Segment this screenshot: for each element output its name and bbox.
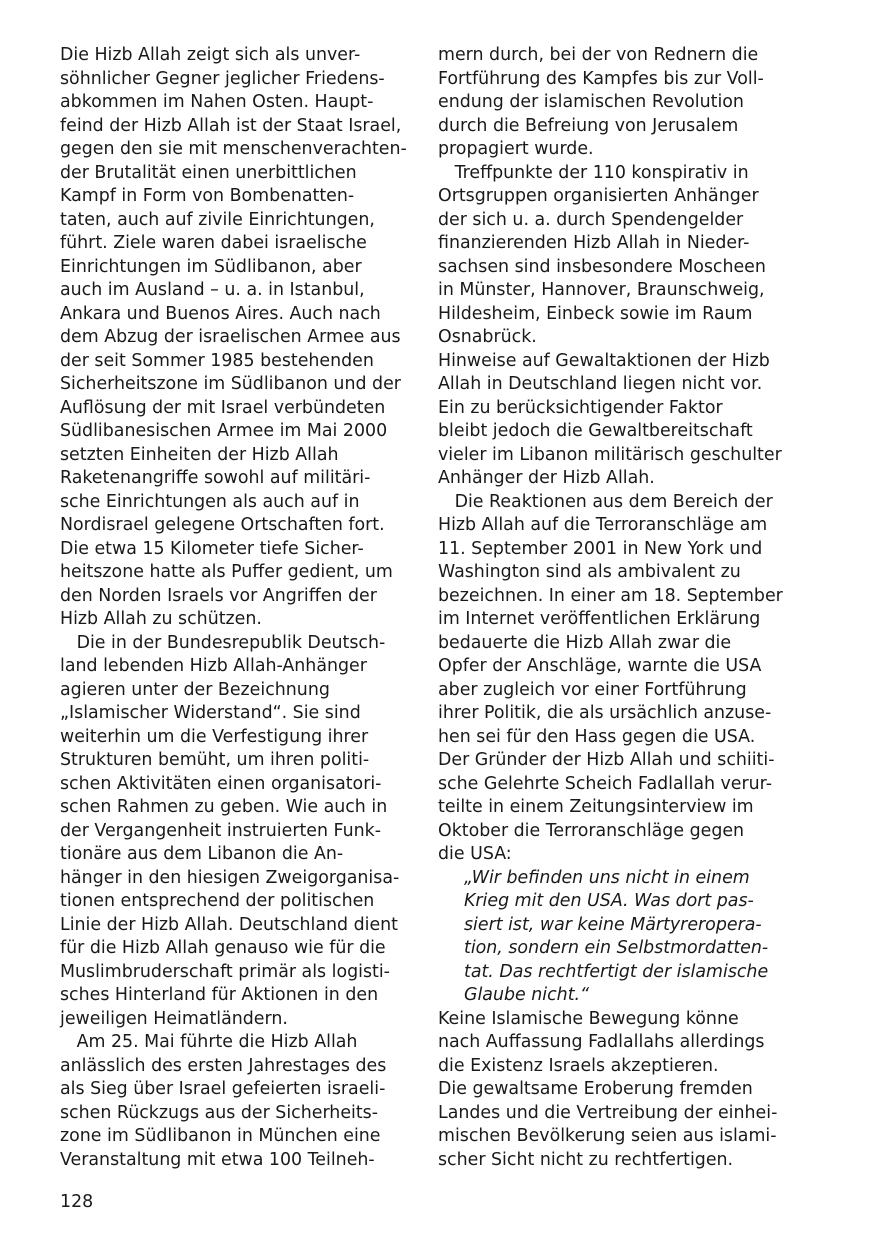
text-line: bleibt jedoch die Gewaltbereitschaft bbox=[438, 421, 753, 441]
text-line: Kampf in Form von Bombenatten- bbox=[60, 186, 355, 206]
text-line: ihrer Politik, die als ursächlich anzuse- bbox=[438, 703, 772, 723]
text-line: Landes und die Vertreibung der einhei- bbox=[438, 1102, 778, 1123]
text-line: Fortführung des Kampfes bis zur Voll- bbox=[438, 68, 764, 89]
text-line: für die Hizb Allah genauso wie für die bbox=[60, 938, 386, 958]
text-line: Hinweise auf Gewaltaktionen der Hizb bbox=[438, 350, 770, 371]
quote-line: siert ist, war keine Märtyreropera- bbox=[464, 914, 762, 935]
text-line: sche Gelehrte Scheich Fadlallah verur- bbox=[438, 773, 772, 794]
text-line: „Islamischer Widerstand“. Sie sind bbox=[60, 703, 361, 723]
text-line: Südlibanesischen Armee im Mai 2000 bbox=[60, 421, 388, 441]
text-line: Die Reaktionen aus dem Bereich der bbox=[438, 491, 773, 512]
text-line: sachsen sind insbesondere Moscheen bbox=[438, 256, 766, 277]
text-line: Linie der Hizb Allah. Deutschland dient bbox=[60, 914, 398, 935]
text-line: die USA: bbox=[438, 844, 512, 864]
text-line: anlässlich des ersten Jahrestages des bbox=[60, 1055, 387, 1076]
page-number: 128 bbox=[60, 1192, 94, 1212]
text-line: scher Sicht nicht zu rechtfertigen. bbox=[438, 1149, 734, 1170]
text-line: Muslimbruderschaft primär als logisti- bbox=[60, 961, 390, 982]
text-line: die Existenz Israels akzeptieren. bbox=[438, 1055, 719, 1076]
text-line: Hizb Allah auf die Terroranschläge am bbox=[438, 515, 768, 535]
text-line: schen Rahmen zu geben. Wie auch in bbox=[60, 797, 388, 817]
text-line: Washington sind als ambivalent zu bbox=[438, 562, 741, 582]
text-line: endung der islamischen Revolution bbox=[438, 92, 744, 112]
text-line: teilte in einem Zeitungsinterview im bbox=[438, 797, 754, 817]
text-line: Die etwa 15 Kilometer tiefe Sicher- bbox=[60, 538, 364, 559]
text-line: Oktober die Terroranschläge gegen bbox=[438, 820, 745, 841]
text-line: Nordisrael gelegene Ortschaften fort. bbox=[60, 515, 385, 535]
text-line: bezeichnen. In einer am 18. September bbox=[438, 585, 783, 606]
text-line: auch im Ausland – u. a. in Istanbul, bbox=[60, 280, 365, 300]
quote-line: Glaube nicht.“ bbox=[464, 985, 590, 1005]
text-line: Keine Islamische Bewegung könne bbox=[438, 1008, 739, 1029]
text-line: feind der Hizb Allah ist der Staat Israel, bbox=[60, 115, 402, 136]
text-line: Die Hizb Allah zeigt sich als unver- bbox=[60, 45, 361, 65]
text-line: Hizb Allah zu schützen. bbox=[60, 609, 262, 629]
text-line: Allah in Deutschland liegen nicht vor. bbox=[438, 374, 763, 394]
text-line: gegen den sie mit menschenverachten- bbox=[60, 139, 407, 159]
text-line: agieren unter der Bezeichnung bbox=[60, 679, 330, 700]
text-line: propagiert wurde. bbox=[438, 139, 594, 159]
text-line: Hildesheim, Einbeck sowie im Raum bbox=[438, 303, 753, 324]
text-line: Strukturen bemüht, um ihren politi- bbox=[60, 750, 370, 770]
text-line: der sich u. a. durch Spendengelder bbox=[438, 209, 744, 230]
text-line: Am 25. Mai führte die Hizb Allah bbox=[60, 1032, 358, 1052]
text-line: Raketenangriffe sowohl auf militäri- bbox=[60, 468, 371, 488]
text-line: 11. September 2001 in New York und bbox=[438, 538, 763, 559]
text-line: jeweiligen Heimatländern. bbox=[60, 1008, 288, 1029]
text-line: Anhänger der Hizb Allah. bbox=[438, 468, 655, 488]
quote-line: tat. Das rechtfertigt der islamische bbox=[464, 961, 769, 982]
text-line: sche Einrichtungen als auch auf in bbox=[60, 491, 360, 512]
text-line: zone im Südlibanon in München eine bbox=[60, 1126, 381, 1146]
text-line: Veranstaltung mit etwa 100 Teilneh- bbox=[60, 1149, 375, 1170]
text-line: söhnlicher Gegner jeglicher Friedens- bbox=[60, 68, 385, 89]
text-line: aber zugleich vor einer Fortführung bbox=[438, 679, 747, 700]
text-line: in Münster, Hannover, Braunschweig, bbox=[438, 280, 765, 300]
text-line: Auflösung der mit Israel verbündeten bbox=[60, 397, 386, 418]
left-text-column bbox=[60, 44, 412, 1172]
quote-line: „Wir befinden uns nicht in einem bbox=[464, 867, 750, 888]
text-line: Treffpunkte der 110 konspirativ in bbox=[438, 162, 749, 183]
text-line: der Vergangenheit instruierten Funk- bbox=[60, 820, 381, 841]
text-line: im Internet veröffentlichen Erklärung bbox=[438, 609, 761, 629]
text-line: der seit Sommer 1985 bestehenden bbox=[60, 350, 374, 371]
text-line: Opfer der Anschläge, warnte die USA bbox=[438, 656, 762, 676]
text-line: Einrichtungen im Südlibanon, aber bbox=[60, 256, 362, 277]
text-line: durch die Befreiung von Jerusalem bbox=[438, 115, 739, 136]
text-line: schen Rückzugs aus der Sicherheits- bbox=[60, 1102, 379, 1123]
text-line: Die in der Bundesrepublik Deutsch- bbox=[60, 632, 386, 653]
text-line: den Norden Israels vor Angriffen der bbox=[60, 585, 377, 606]
text-line: Ein zu berücksichtigender Faktor bbox=[438, 397, 723, 418]
text-line: Der Gründer der Hizb Allah und schiiti- bbox=[438, 750, 775, 770]
text-line: führt. Ziele waren dabei israelische bbox=[60, 233, 367, 253]
quote-block bbox=[438, 867, 790, 1008]
text-line: mern durch, bei der von Rednern die bbox=[438, 45, 759, 65]
text-line: taten, auch auf zivile Einrichtungen, bbox=[60, 209, 375, 230]
right-text-column bbox=[438, 44, 790, 1172]
text-line: Sicherheitszone im Südlibanon und der bbox=[60, 374, 401, 394]
text-line: hen sei für den Hass gegen die USA. bbox=[438, 726, 756, 747]
text-line: bedauerte die Hizb Allah zwar die bbox=[438, 632, 732, 653]
text-line: Die gewaltsame Eroberung fremden bbox=[438, 1079, 753, 1099]
text-line: schen Aktivitäten einen organisatori- bbox=[60, 773, 382, 794]
text-line: hänger in den hiesigen Zweigorganisa- bbox=[60, 867, 400, 888]
text-line: Ankara und Buenos Aires. Auch nach bbox=[60, 303, 381, 324]
text-line: tionäre aus dem Libanon die An- bbox=[60, 844, 344, 864]
text-line: abkommen im Nahen Osten. Haupt- bbox=[60, 92, 374, 112]
text-line: setzten Einheiten der Hizb Allah bbox=[60, 444, 339, 465]
text-line: Osnabrück. bbox=[438, 327, 537, 347]
text-line: nach Auffassung Fadlallahs allerdings bbox=[438, 1032, 765, 1052]
text-line: tionen entsprechend der politischen bbox=[60, 891, 375, 911]
text-line: dem Abzug der israelischen Armee aus bbox=[60, 327, 401, 347]
text-line: weiterhin um die Verfestigung ihrer bbox=[60, 726, 369, 747]
text-line: vieler im Libanon militärisch geschulter bbox=[438, 444, 782, 465]
text-line: der Brutalität einen unerbittlichen bbox=[60, 162, 357, 183]
text-line: sches Hinterland für Aktionen in den bbox=[60, 985, 379, 1005]
text-line: land lebenden Hizb Allah-Anhänger bbox=[60, 656, 367, 676]
quote-line: tion, sondern ein Selbstmordatten- bbox=[464, 938, 769, 958]
text-line: mischen Bevölkerung seien aus islami- bbox=[438, 1126, 777, 1146]
text-line: Ortsgruppen organisierten Anhänger bbox=[438, 186, 759, 206]
text-line: als Sieg über Israel gefeierten israeli- bbox=[60, 1079, 386, 1099]
text-line: heitszone hatte als Puffer gedient, um bbox=[60, 562, 393, 582]
text-line: finanzierenden Hizb Allah in Nieder- bbox=[438, 233, 750, 253]
quote-line: Krieg mit den USA. Was dort pas- bbox=[464, 891, 754, 911]
